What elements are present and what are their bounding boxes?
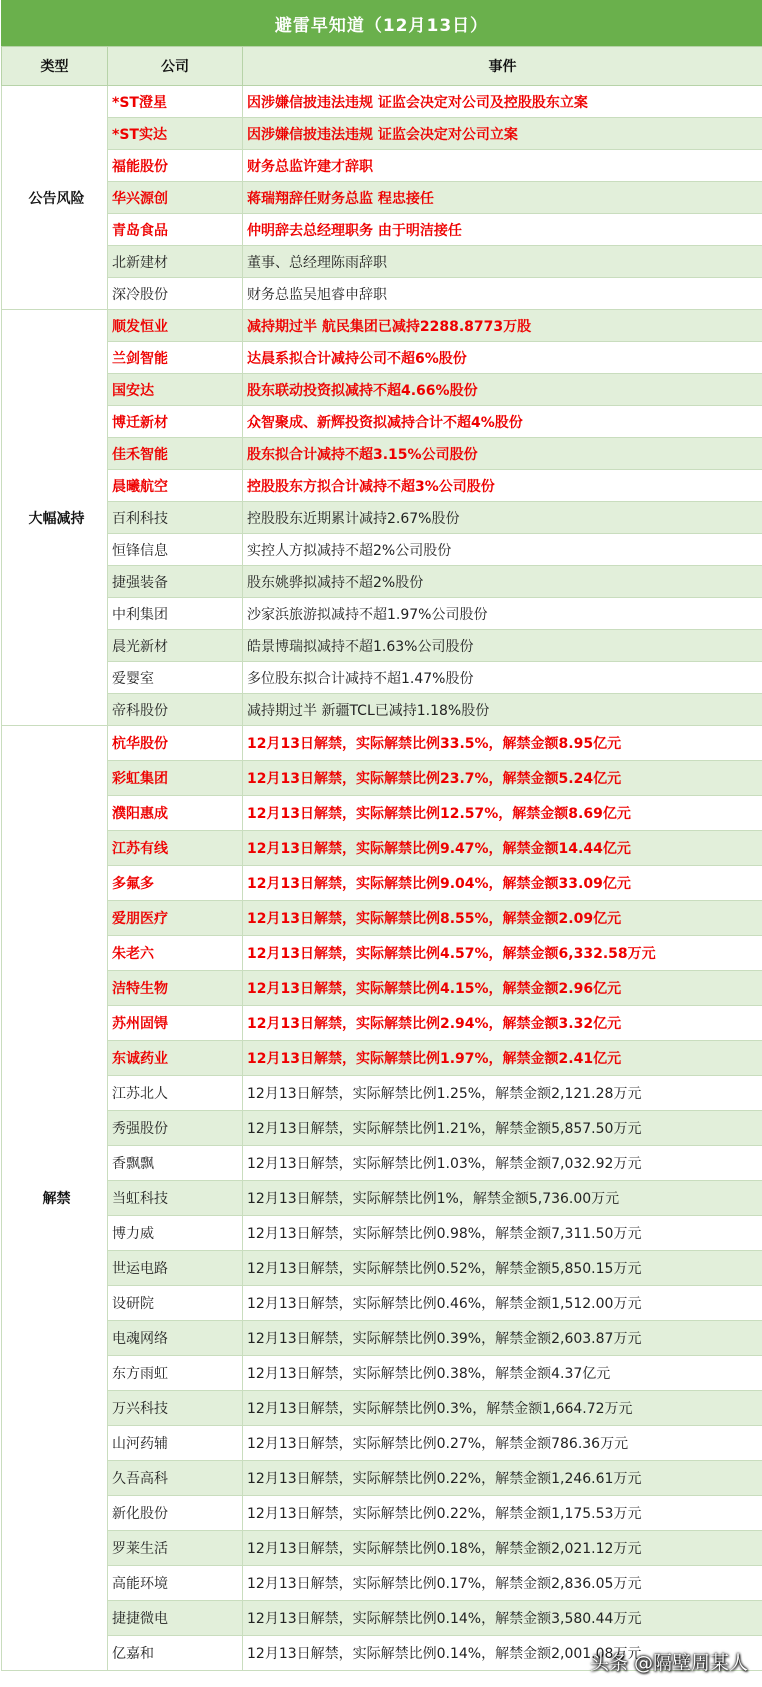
company-cell: 久吾高科 xyxy=(108,1461,243,1496)
table-row xyxy=(2,1321,762,1356)
company-cell: 朱老六 xyxy=(108,936,243,971)
company-cell: *ST实达 xyxy=(108,118,243,150)
event-cell: 12月13日解禁，实际解禁比例1.25%，解禁金额2,121.28万元 xyxy=(243,1076,762,1111)
table-row xyxy=(2,971,762,1006)
event-cell: 12月13日解禁，实际解禁比例4.57%，解禁金额6,332.58万元 xyxy=(243,936,762,971)
table-row xyxy=(2,761,762,796)
table-row xyxy=(2,214,762,246)
company-cell: 世运电路 xyxy=(108,1251,243,1286)
event-cell: 蒋瑞翔辞任财务总监 程忠接任 xyxy=(243,182,762,214)
table-row xyxy=(2,662,762,694)
company-cell: 东诚药业 xyxy=(108,1041,243,1076)
table-row xyxy=(2,694,762,726)
event-cell: 12月13日解禁，实际解禁比例1.97%，解禁金额2.41亿元 xyxy=(243,1041,762,1076)
category-cell: 解禁 xyxy=(2,726,108,1671)
company-cell: 香飘飘 xyxy=(108,1146,243,1181)
event-cell: 12月13日解禁，实际解禁比例1.03%，解禁金额7,032.92万元 xyxy=(243,1146,762,1181)
company-cell: 帝科股份 xyxy=(108,694,243,726)
event-cell: 12月13日解禁，实际解禁比例0.27%，解禁金额786.36万元 xyxy=(243,1426,762,1461)
event-cell: 12月13日解禁，实际解禁比例0.17%，解禁金额2,836.05万元 xyxy=(243,1566,762,1601)
table-row xyxy=(2,310,762,342)
event-cell: 控股股东近期累计减持2.67%股份 xyxy=(243,502,762,534)
table-row xyxy=(2,1566,762,1601)
event-cell: 财务总监许建才辞职 xyxy=(243,150,762,182)
company-cell: 中利集团 xyxy=(108,598,243,630)
table-row xyxy=(2,246,762,278)
table-row xyxy=(2,1391,762,1426)
event-cell: 控股股东方拟合计减持不超3%公司股份 xyxy=(243,470,762,502)
company-cell: 高能环境 xyxy=(108,1566,243,1601)
company-cell: 青岛食品 xyxy=(108,214,243,246)
event-cell: 股东联动投资拟减持不超4.66%股份 xyxy=(243,374,762,406)
category-cell: 公告风险 xyxy=(2,86,108,310)
event-cell: 多位股东拟合计减持不超1.47%股份 xyxy=(243,662,762,694)
table-row xyxy=(2,1356,762,1391)
company-cell: 爱朋医疗 xyxy=(108,901,243,936)
table-row xyxy=(2,1286,762,1321)
company-cell: 电魂网络 xyxy=(108,1321,243,1356)
event-cell: 12月13日解禁，实际解禁比例0.22%，解禁金额1,246.61万元 xyxy=(243,1461,762,1496)
event-cell: 12月13日解禁，实际解禁比例33.5%，解禁金额8.95亿元 xyxy=(243,726,762,761)
company-cell: 兰剑智能 xyxy=(108,342,243,374)
event-cell: 减持期过半 航民集团已减持2288.8773万股 xyxy=(243,310,762,342)
company-cell: 亿嘉和 xyxy=(108,1636,243,1671)
company-cell: 杭华股份 xyxy=(108,726,243,761)
event-cell: 12月13日解禁，实际解禁比例0.98%，解禁金额7,311.50万元 xyxy=(243,1216,762,1251)
table-row xyxy=(2,1111,762,1146)
event-cell: 股东姚骅拟减持不超2%股份 xyxy=(243,566,762,598)
table-row xyxy=(2,630,762,662)
company-cell: 山河药辅 xyxy=(108,1426,243,1461)
event-cell: 因涉嫌信披违法违规 证监会决定对公司及控股股东立案 xyxy=(243,86,762,118)
table-row xyxy=(2,534,762,566)
event-cell: 12月13日解禁，实际解禁比例8.55%，解禁金额2.09亿元 xyxy=(243,901,762,936)
watermark: 头条 @隔壁周某人 xyxy=(589,1652,748,1674)
event-cell: 12月13日解禁，实际解禁比例23.7%，解禁金额5.24亿元 xyxy=(243,761,762,796)
table-row xyxy=(2,726,762,761)
table-row xyxy=(2,470,762,502)
event-cell: 12月13日解禁，实际解禁比例1%，解禁金额5,736.00万元 xyxy=(243,1181,762,1216)
header-company: 公司 xyxy=(108,47,243,86)
company-cell: 晨光新材 xyxy=(108,630,243,662)
table-row xyxy=(2,1496,762,1531)
company-cell: 彩虹集团 xyxy=(108,761,243,796)
event-cell: 12月13日解禁，实际解禁比例0.3%，解禁金额1,664.72万元 xyxy=(243,1391,762,1426)
event-cell: 12月13日解禁，实际解禁比例2.94%，解禁金额3.32亿元 xyxy=(243,1006,762,1041)
event-cell: 12月13日解禁，实际解禁比例9.47%，解禁金额14.44亿元 xyxy=(243,831,762,866)
event-cell: 因涉嫌信披违法违规 证监会决定对公司立案 xyxy=(243,118,762,150)
company-cell: 国安达 xyxy=(108,374,243,406)
company-cell: 设研院 xyxy=(108,1286,243,1321)
category-cell: 大幅减持 xyxy=(2,310,108,726)
table-row xyxy=(2,1006,762,1041)
table-row xyxy=(2,1531,762,1566)
company-cell: 博迁新材 xyxy=(108,406,243,438)
header-type: 类型 xyxy=(2,47,108,86)
table-row xyxy=(2,502,762,534)
company-cell: 深冷股份 xyxy=(108,278,243,310)
event-cell: 仲明辞去总经理职务 由于明洁接任 xyxy=(243,214,762,246)
event-cell: 12月13日解禁，实际解禁比例12.57%，解禁金额8.69亿元 xyxy=(243,796,762,831)
company-cell: 江苏有线 xyxy=(108,831,243,866)
event-cell: 达晨系拟合计减持公司不超6%股份 xyxy=(243,342,762,374)
company-cell: 捷强装备 xyxy=(108,566,243,598)
company-cell: 万兴科技 xyxy=(108,1391,243,1426)
event-cell: 皓景博瑞拟减持不超1.63%公司股份 xyxy=(243,630,762,662)
company-cell: 当虹科技 xyxy=(108,1181,243,1216)
event-cell: 实控人方拟减持不超2%公司股份 xyxy=(243,534,762,566)
table-row xyxy=(2,796,762,831)
table-row xyxy=(2,1076,762,1111)
event-cell: 12月13日解禁，实际解禁比例9.04%，解禁金额33.09亿元 xyxy=(243,866,762,901)
table-row xyxy=(2,342,762,374)
event-table xyxy=(1,46,762,1671)
table-row xyxy=(2,1426,762,1461)
header-row xyxy=(2,47,762,86)
company-cell: 江苏北人 xyxy=(108,1076,243,1111)
company-cell: 苏州固锝 xyxy=(108,1006,243,1041)
event-cell: 12月13日解禁，实际解禁比例0.39%，解禁金额2,603.87万元 xyxy=(243,1321,762,1356)
event-cell: 12月13日解禁，实际解禁比例1.21%，解禁金额5,857.50万元 xyxy=(243,1111,762,1146)
table-row xyxy=(2,1146,762,1181)
table-row xyxy=(2,374,762,406)
company-cell: 博力威 xyxy=(108,1216,243,1251)
event-cell: 12月13日解禁，实际解禁比例0.46%，解禁金额1,512.00万元 xyxy=(243,1286,762,1321)
company-cell: 捷捷微电 xyxy=(108,1601,243,1636)
event-cell: 12月13日解禁，实际解禁比例0.52%，解禁金额5,850.15万元 xyxy=(243,1251,762,1286)
table-row xyxy=(2,866,762,901)
company-cell: 恒锋信息 xyxy=(108,534,243,566)
table-row xyxy=(2,1041,762,1076)
table-row xyxy=(2,1461,762,1496)
event-cell: 12月13日解禁，实际解禁比例0.14%，解禁金额3,580.44万元 xyxy=(243,1601,762,1636)
table-row xyxy=(2,831,762,866)
event-cell: 沙家浜旅游拟减持不超1.97%公司股份 xyxy=(243,598,762,630)
table-row xyxy=(2,150,762,182)
company-cell: 秀强股份 xyxy=(108,1111,243,1146)
company-cell: *ST澄星 xyxy=(108,86,243,118)
event-cell: 董事、总经理陈雨辞职 xyxy=(243,246,762,278)
company-cell: 北新建材 xyxy=(108,246,243,278)
event-cell: 12月13日解禁，实际解禁比例4.15%，解禁金额2.96亿元 xyxy=(243,971,762,1006)
header-event: 事件 xyxy=(243,47,762,86)
table-row xyxy=(2,438,762,470)
table-row xyxy=(2,936,762,971)
event-cell: 股东拟合计减持不超3.15%公司股份 xyxy=(243,438,762,470)
company-cell: 多氟多 xyxy=(108,866,243,901)
event-cell: 12月13日解禁，实际解禁比例0.14%，解禁金额2,001.08万元 xyxy=(243,1636,762,1671)
table-row xyxy=(2,118,762,150)
event-cell: 众智聚成、新辉投资拟减持合计不超4%股份 xyxy=(243,406,762,438)
table-row xyxy=(2,1601,762,1636)
company-cell: 佳禾智能 xyxy=(108,438,243,470)
table-row xyxy=(2,901,762,936)
table-row xyxy=(2,86,762,118)
table-body xyxy=(2,86,762,1671)
company-cell: 新化股份 xyxy=(108,1496,243,1531)
table-row xyxy=(2,1251,762,1286)
table-row xyxy=(2,1216,762,1251)
table-row xyxy=(2,598,762,630)
table-row xyxy=(2,406,762,438)
company-cell: 华兴源创 xyxy=(108,182,243,214)
company-cell: 洁特生物 xyxy=(108,971,243,1006)
table-row xyxy=(2,566,762,598)
company-cell: 爱婴室 xyxy=(108,662,243,694)
table-row xyxy=(2,278,762,310)
page-title: 避雷早知道（12月13日） xyxy=(1,0,762,46)
company-cell: 东方雨虹 xyxy=(108,1356,243,1391)
company-cell: 百利科技 xyxy=(108,502,243,534)
event-cell: 财务总监吴旭睿申辞职 xyxy=(243,278,762,310)
event-cell: 12月13日解禁，实际解禁比例0.18%，解禁金额2,021.12万元 xyxy=(243,1531,762,1566)
event-cell: 12月13日解禁，实际解禁比例0.22%，解禁金额1,175.53万元 xyxy=(243,1496,762,1531)
company-cell: 晨曦航空 xyxy=(108,470,243,502)
table-row xyxy=(2,1181,762,1216)
event-cell: 减持期过半 新疆TCL已减持1.18%股份 xyxy=(243,694,762,726)
company-cell: 福能股份 xyxy=(108,150,243,182)
table-row xyxy=(2,182,762,214)
company-cell: 罗莱生活 xyxy=(108,1531,243,1566)
event-cell: 12月13日解禁，实际解禁比例0.38%，解禁金额4.37亿元 xyxy=(243,1356,762,1391)
company-cell: 濮阳惠成 xyxy=(108,796,243,831)
company-cell: 顺发恒业 xyxy=(108,310,243,342)
